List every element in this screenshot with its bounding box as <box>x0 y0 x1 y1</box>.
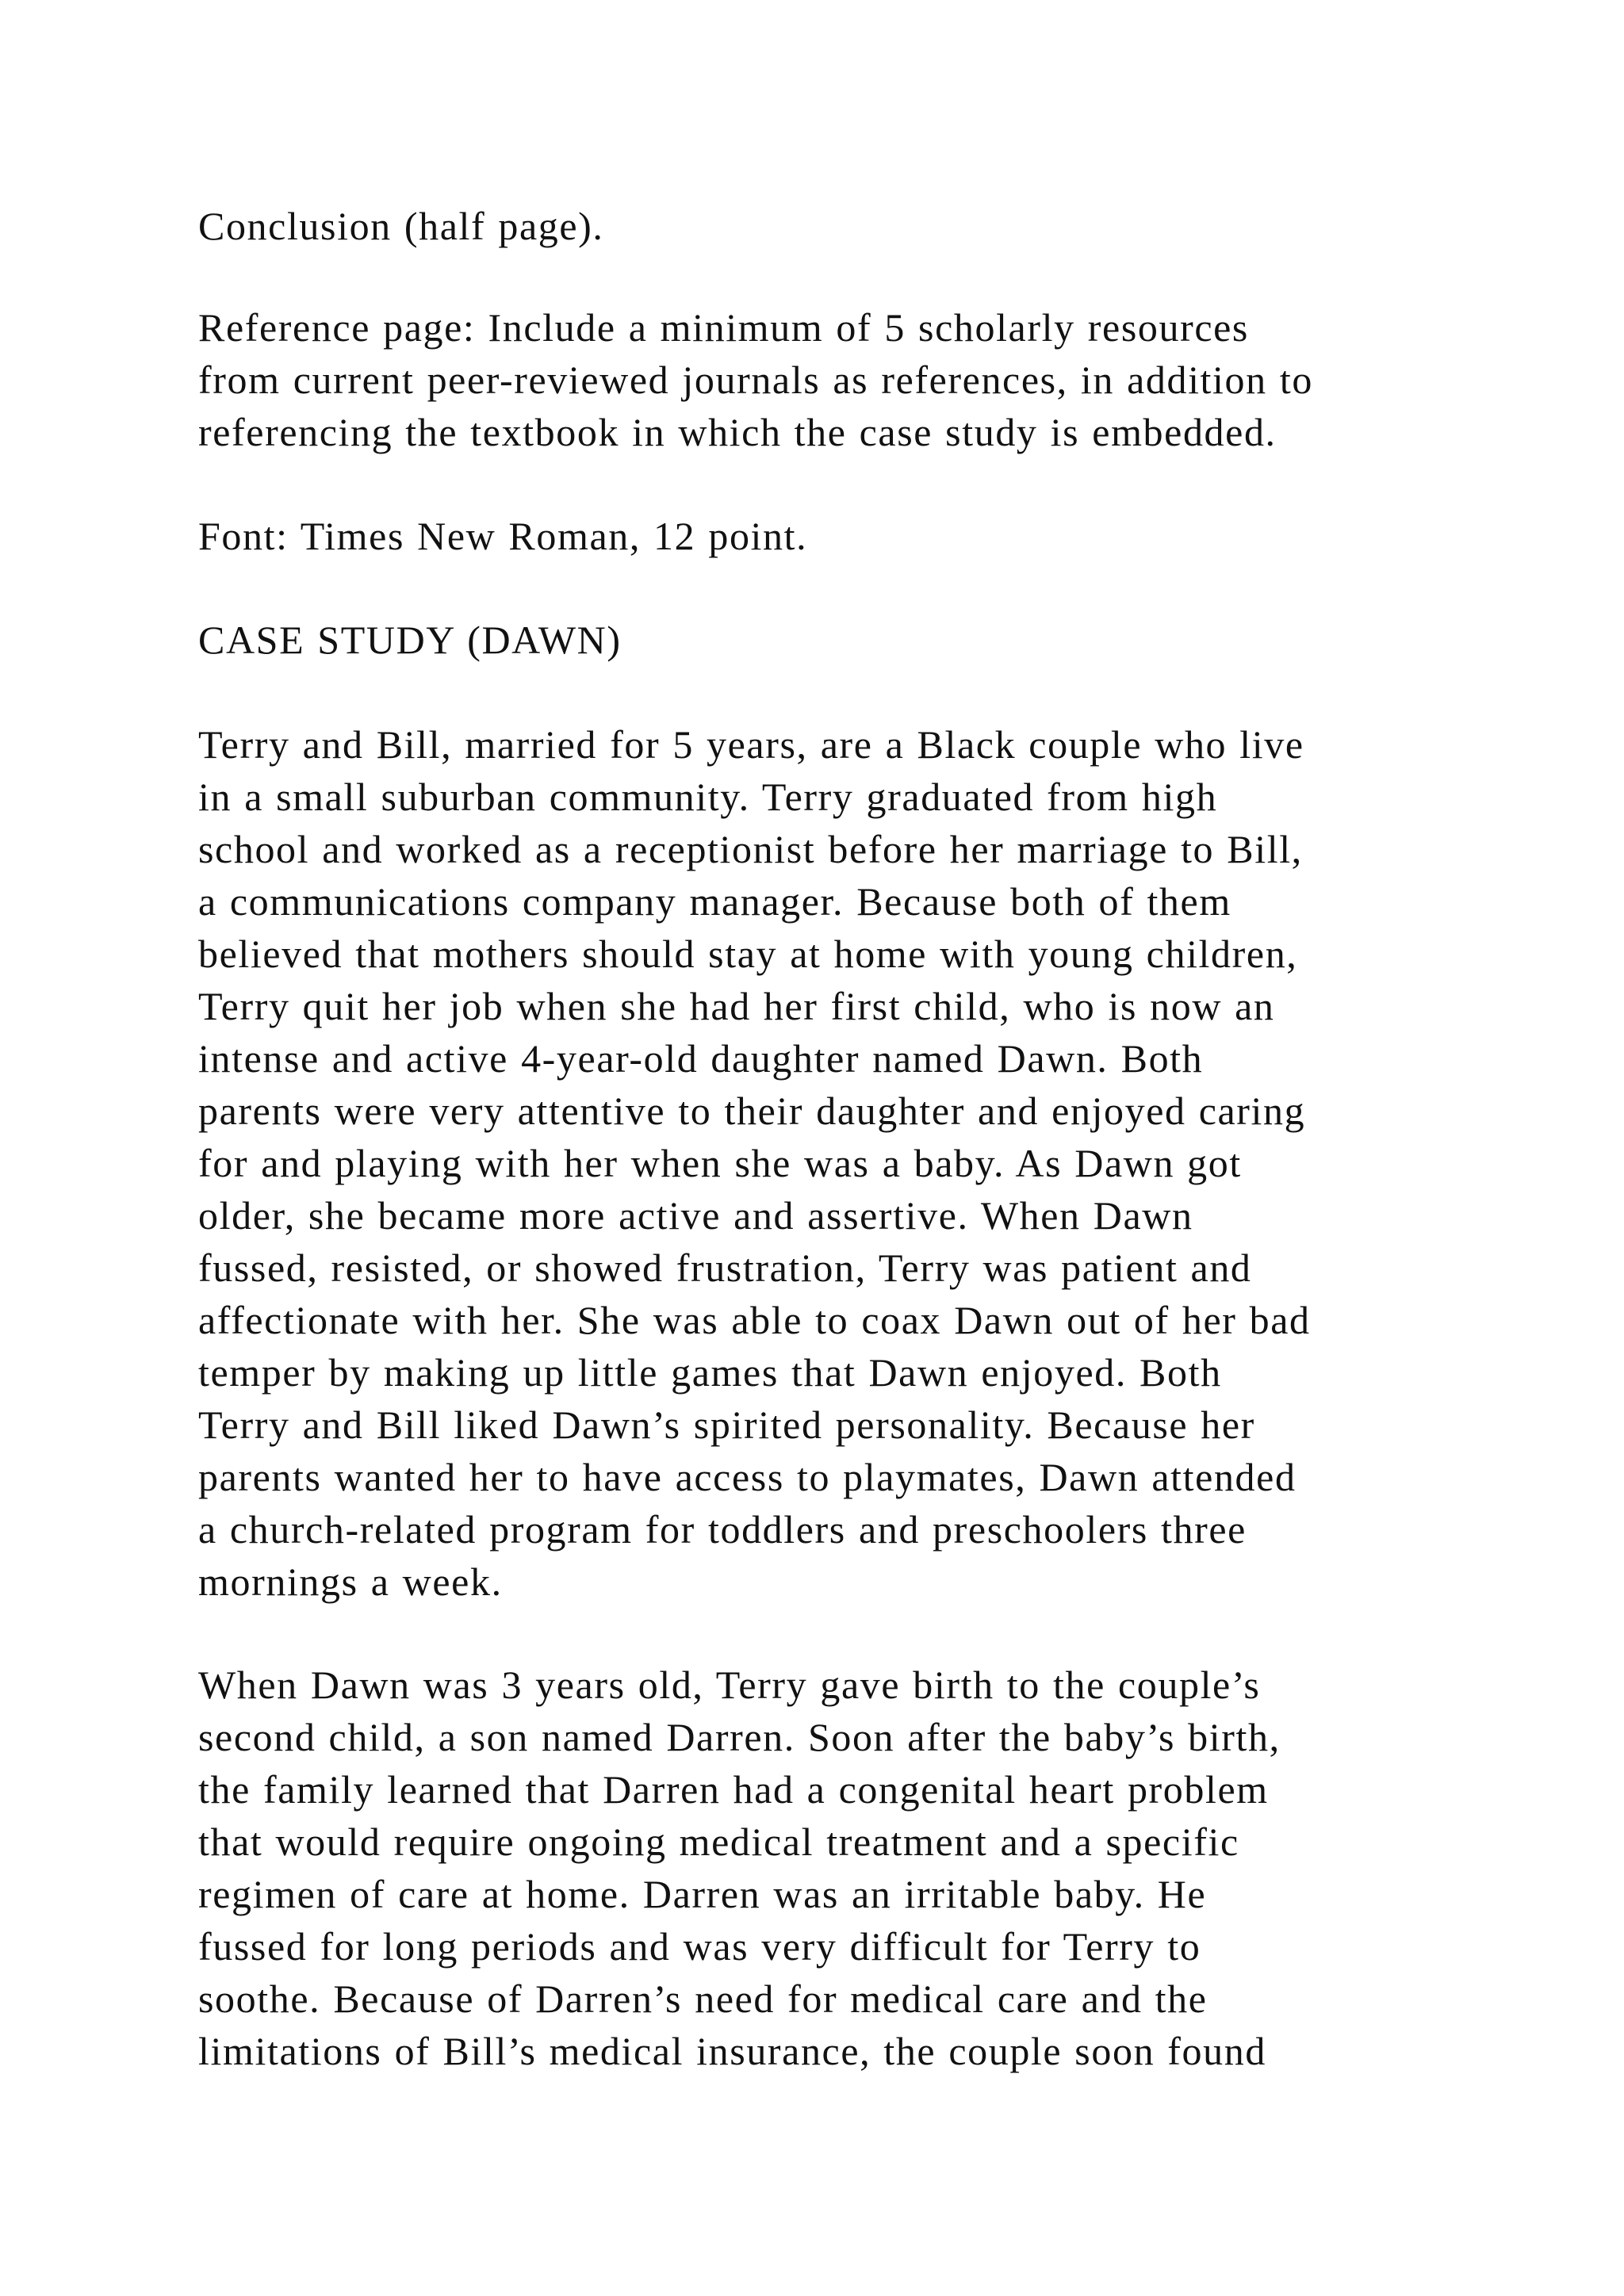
text-line: a church-related program for toddlers and preschoolers three <box>198 1507 1247 1552</box>
case-study-heading <box>198 614 1507 666</box>
text-line: Terry and Bill, married for 5 years, are a Black couple who live <box>198 722 1304 767</box>
reference-paragraph <box>198 301 1507 458</box>
text-line: fussed for long periods and was very difficult for Terry to <box>198 1924 1201 1969</box>
text-line: temper by making up little games that Dawn enjoyed. Both <box>198 1350 1222 1395</box>
text-line: in a small suburban community. Terry graduated from high <box>198 775 1218 819</box>
conclusion-line <box>198 200 1507 252</box>
text-line: Reference page: Include a minimum of 5 scholarly resources <box>198 305 1249 350</box>
text-line: Terry and Bill liked Dawn’s spirited personality. Because her <box>198 1402 1255 1447</box>
text-line: from current peer-reviewed journals as references, in addition to <box>198 358 1313 402</box>
text-line: a communications company manager. Because both of them <box>198 879 1231 924</box>
text-line: limitations of Bill’s medical insurance, the couple soon found <box>198 2029 1266 2073</box>
text-line: When Dawn was 3 years old, Terry gave birth to the couple’s <box>198 1663 1261 1707</box>
text-line: mornings a week. <box>198 1559 503 1604</box>
text-line: that would require ongoing medical treatment and a specific <box>198 1820 1239 1864</box>
text-line: referencing the textbook in which the case study is embedded. <box>198 410 1277 454</box>
text-line: Font: Times New Roman, 12 point. <box>198 514 808 558</box>
text-line: the family learned that Darren had a congenital heart problem <box>198 1767 1269 1812</box>
text-line: CASE STUDY (DAWN) <box>198 618 622 662</box>
text-line: parents wanted her to have access to playmates, Dawn attended <box>198 1455 1297 1499</box>
case-paragraph-2 <box>198 1659 1507 2077</box>
text-line: believed that mothers should stay at home with young children, <box>198 932 1298 976</box>
text-line: for and playing with her when she was a baby. As Dawn got <box>198 1141 1242 1185</box>
text-line: second child, a son named Darren. Soon after the baby’s birth, <box>198 1715 1281 1759</box>
case-paragraph-1 <box>198 718 1507 1608</box>
text-line: school and worked as a receptionist before her marriage to Bill, <box>198 827 1303 871</box>
text-line: Terry quit her job when she had her first child, who is now an <box>198 984 1275 1028</box>
text-line: affectionate with her. She was able to coax Dawn out of her bad <box>198 1298 1311 1342</box>
text-line: fussed, resisted, or showed frustration, Terry was patient and <box>198 1246 1252 1290</box>
text-line: soothe. Because of Darren’s need for medical care and the <box>198 1976 1208 2021</box>
text-line: Conclusion (half page). <box>198 204 604 248</box>
text-line: regimen of care at home. Darren was an irritable baby. He <box>198 1872 1207 1916</box>
font-note <box>198 510 1507 562</box>
text-line: older, she became more active and assertive. When Dawn <box>198 1193 1193 1238</box>
text-line: intense and active 4-year-old daughter named Dawn. Both <box>198 1036 1204 1081</box>
text-line: parents were very attentive to their daughter and enjoyed caring <box>198 1089 1306 1133</box>
